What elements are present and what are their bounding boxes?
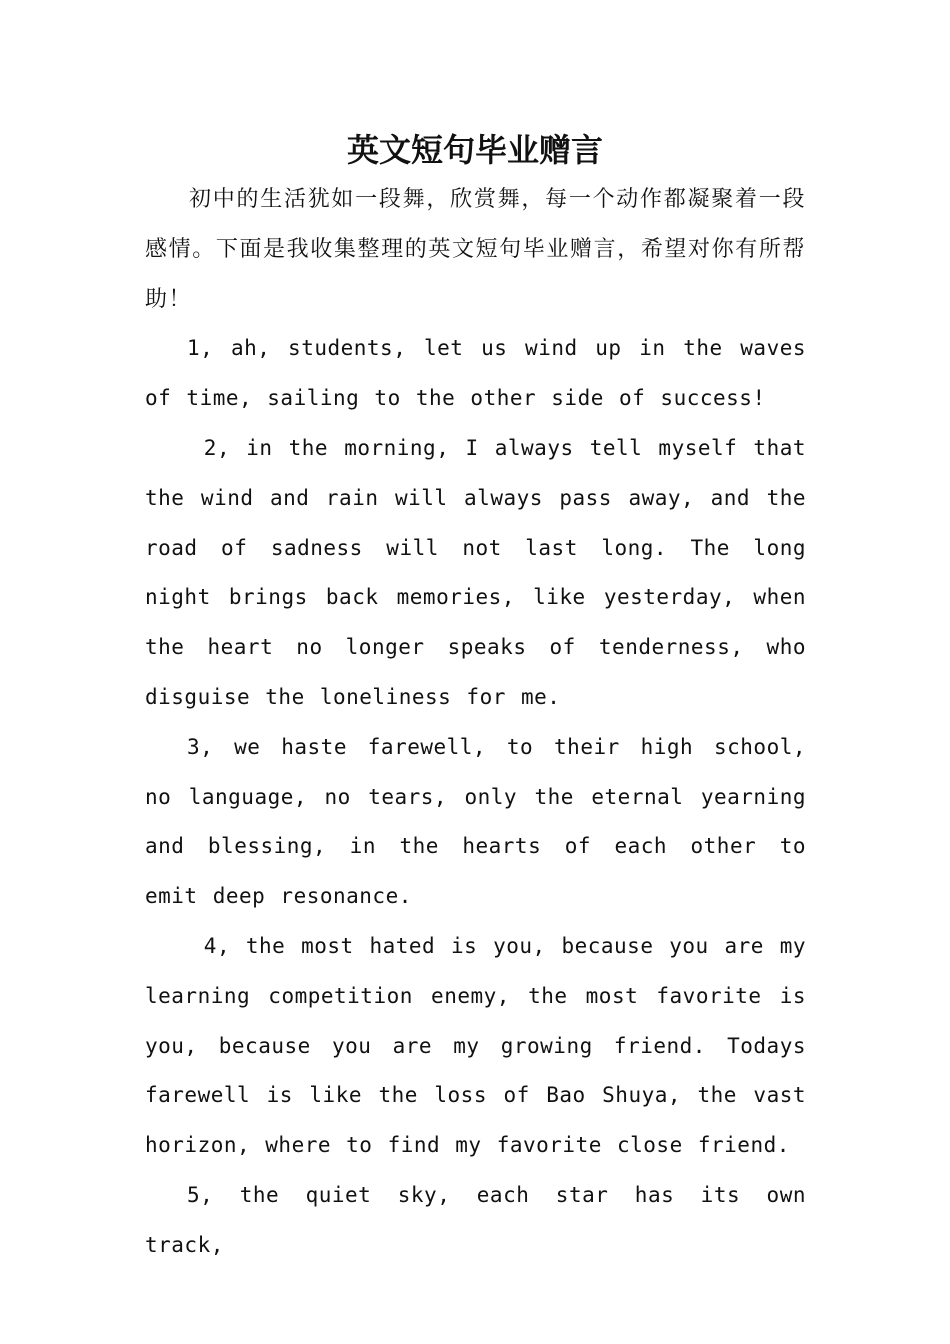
page-title: 英文短句毕业赠言	[346, 131, 603, 169]
paragraph-2: 2, in the morning, I always tell myself that the wind and rain will always pass away, and the road of sadness will not last long. The long night brings back memories, like yesterday, when the heart no longer speaks of tenderness, who disguise the loneliness for me.	[145, 435, 806, 709]
paragraph-1: 1, ah, students, let us wind up in the waves of time, sailing to the other side of success!	[145, 336, 806, 411]
paragraph-4: 4, the most hated is you, because you are my learning competition enemy, the most favorite is you, because you are my growing friend. Todays farewell is like the loss of Bao Shuya, the vast horizon, where to find my favorite close friend.	[145, 933, 806, 1158]
paragraph-5: 5, the quiet sky, each star has its own track,	[145, 1182, 806, 1257]
document-body	[145, 175, 806, 1271]
paragraph-3: 3, we haste farewell, to their high school, no language, no tears, only the eternal yearning and blessing, in the hearts of each other to emit deep resonance.	[145, 734, 806, 909]
intro-paragraph: 初中的生活犹如一段舞，欣赏舞，每一个动作都凝聚着一段感情。下面是我收集整理的英文短句毕业赠言，希望对你有所帮助！	[145, 187, 806, 312]
